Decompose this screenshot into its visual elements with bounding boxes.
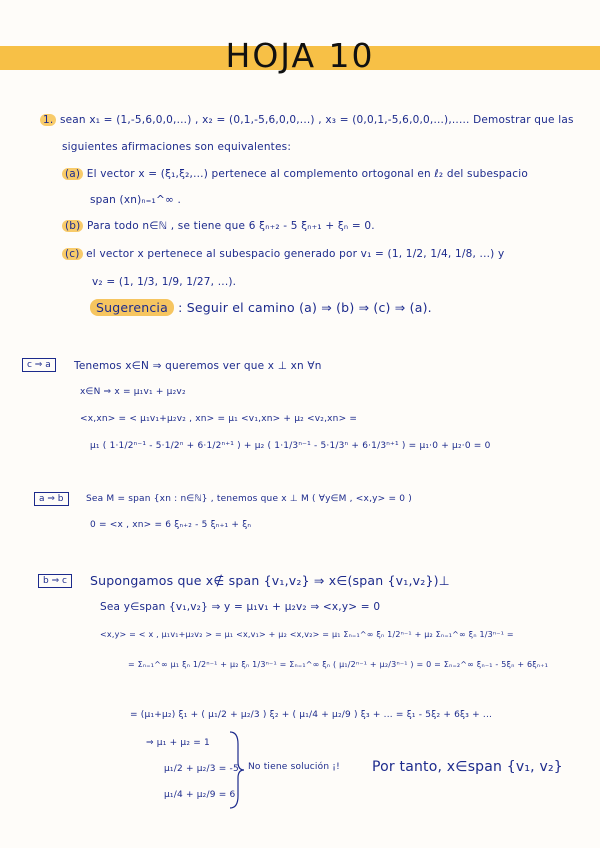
system-eq-1: ⇒ μ₁ + μ₂ = 1 bbox=[146, 738, 210, 748]
problem-number: 1. bbox=[40, 114, 56, 126]
problem-line-2: siguientes afirmaciones son equivalentes: bbox=[62, 141, 292, 153]
tag-a-implies-b: a ⇒ b bbox=[34, 492, 69, 506]
system-eq-2: μ₁/2 + μ₂/3 = -5 bbox=[164, 764, 239, 774]
statement-b-label: (b) bbox=[62, 220, 83, 232]
tag-c-implies-a: c ⇒ a bbox=[22, 358, 56, 372]
statement-b bbox=[62, 220, 375, 232]
bc-line-3: <x,y> = < x , μ₁v₁+μ₂v₂ > = μ₁ <x,v₁> + μ₂ <x,v₂> = μ₁ Σₙ₌₁^∞ ξₙ 1/2ⁿ⁻¹ + μ₂ Σₙ₌₁^∞ ξₙ 1/3ⁿ⁻¹ = bbox=[100, 630, 514, 639]
system-eq-3: μ₁/4 + μ₂/9 = 6 bbox=[164, 790, 236, 800]
no-solution-text: No tiene solución ¡! bbox=[248, 762, 340, 772]
statement-c-text: el vector x pertenece al subespacio generado por v₁ = (1, 1/2, 1/4, 1/8, ...) y bbox=[86, 248, 505, 260]
ca-line-3: <x,xn> = < μ₁v₁+μ₂v₂ , xn> = μ₁ <v₁,xn> + μ₂ <v₂,xn> = bbox=[80, 414, 358, 424]
ca-line-1: Tenemos x∈N ⇒ queremos ver que x ⊥ xn ∀n bbox=[74, 360, 322, 372]
hint-label: Sugerencia bbox=[90, 299, 174, 316]
statement-a-span: span (xn)ₙ₌₁^∞ . bbox=[90, 194, 181, 206]
statement-a-text: El vector x = (ξ₁,ξ₂,...) pertenece al complemento ortogonal en ℓ₂ del subespacio bbox=[86, 168, 528, 180]
ab-line-2: 0 = <x , xn> = 6 ξₙ₊₂ - 5 ξₙ₊₁ + ξₙ bbox=[90, 520, 252, 530]
ca-line-4: μ₁ ( 1·1/2ⁿ⁻¹ - 5·1/2ⁿ + 6·1/2ⁿ⁺¹ ) + μ₂ ( 1·1/3ⁿ⁻¹ - 5·1/3ⁿ + 6·1/3ⁿ⁺¹ ) = μ₁·0 + μ₂·0 = 0 bbox=[90, 441, 491, 451]
statement-c bbox=[62, 248, 504, 260]
hint bbox=[90, 300, 432, 315]
statement-a bbox=[62, 168, 528, 180]
page-title: HOJA 10 bbox=[225, 36, 375, 75]
statement-b-text: Para todo n∈ℕ , se tiene que 6 ξₙ₊₂ - 5 ξₙ₊₁ + ξₙ = 0. bbox=[87, 220, 375, 232]
statement-c-v2: v₂ = (1, 1/3, 1/9, 1/27, ...). bbox=[92, 276, 237, 288]
ab-line-1: Sea M = span {xn : n∈ℕ} , tenemos que x ⊥ M ( ∀y∈M , <x,y> = 0 ) bbox=[86, 494, 412, 504]
tag-b-implies-c: b ⇒ c bbox=[38, 574, 72, 588]
statement-a-label: (a) bbox=[62, 168, 83, 180]
hint-text: : Seguir el camino (a) ⇒ (b) ⇒ (c) ⇒ (a). bbox=[178, 300, 432, 315]
conclusion-text: Por tanto, x∈span {v₁, v₂} bbox=[372, 759, 563, 775]
statement-c-label: (c) bbox=[62, 248, 83, 260]
bc-line-4: = Σₙ₌₁^∞ μ₁ ξₙ 1/2ⁿ⁻¹ + μ₂ ξₙ 1/3ⁿ⁻¹ = Σₙ₌₁^∞ ξₙ ( μ₁/2ⁿ⁻¹ + μ₂/3ⁿ⁻¹ ) = 0 = Σₙ₌₂^∞ ξₙ₋₁ - 5ξₙ + 6ξₙ₊₁ bbox=[128, 660, 549, 669]
problem-line-1 bbox=[40, 114, 574, 126]
bc-line-5: = (μ₁+μ₂) ξ₁ + ( μ₁/2 + μ₂/3 ) ξ₂ + ( μ₁/4 + μ₂/9 ) ξ₃ + ... = ξ₁ - 5ξ₂ + 6ξ₃ + ... bbox=[130, 710, 493, 720]
problem-statement: sean x₁ = (1,-5,6,0,0,...) , x₂ = (0,1,-5,6,0,0,...) , x₃ = (0,0,1,-5,6,0,0,...),..... Demostrar que las bbox=[59, 114, 574, 126]
system-brace bbox=[226, 730, 246, 810]
bc-line-2: Sea y∈span {v₁,v₂} ⇒ y = μ₁v₁ + μ₂v₂ ⇒ <x,y> = 0 bbox=[100, 601, 381, 613]
ca-line-2: x∈N ⇒ x = μ₁v₁ + μ₂v₂ bbox=[80, 387, 186, 397]
bc-line-1: Supongamos que x∉ span {v₁,v₂} ⇒ x∈(span {v₁,v₂})⊥ bbox=[90, 573, 450, 588]
